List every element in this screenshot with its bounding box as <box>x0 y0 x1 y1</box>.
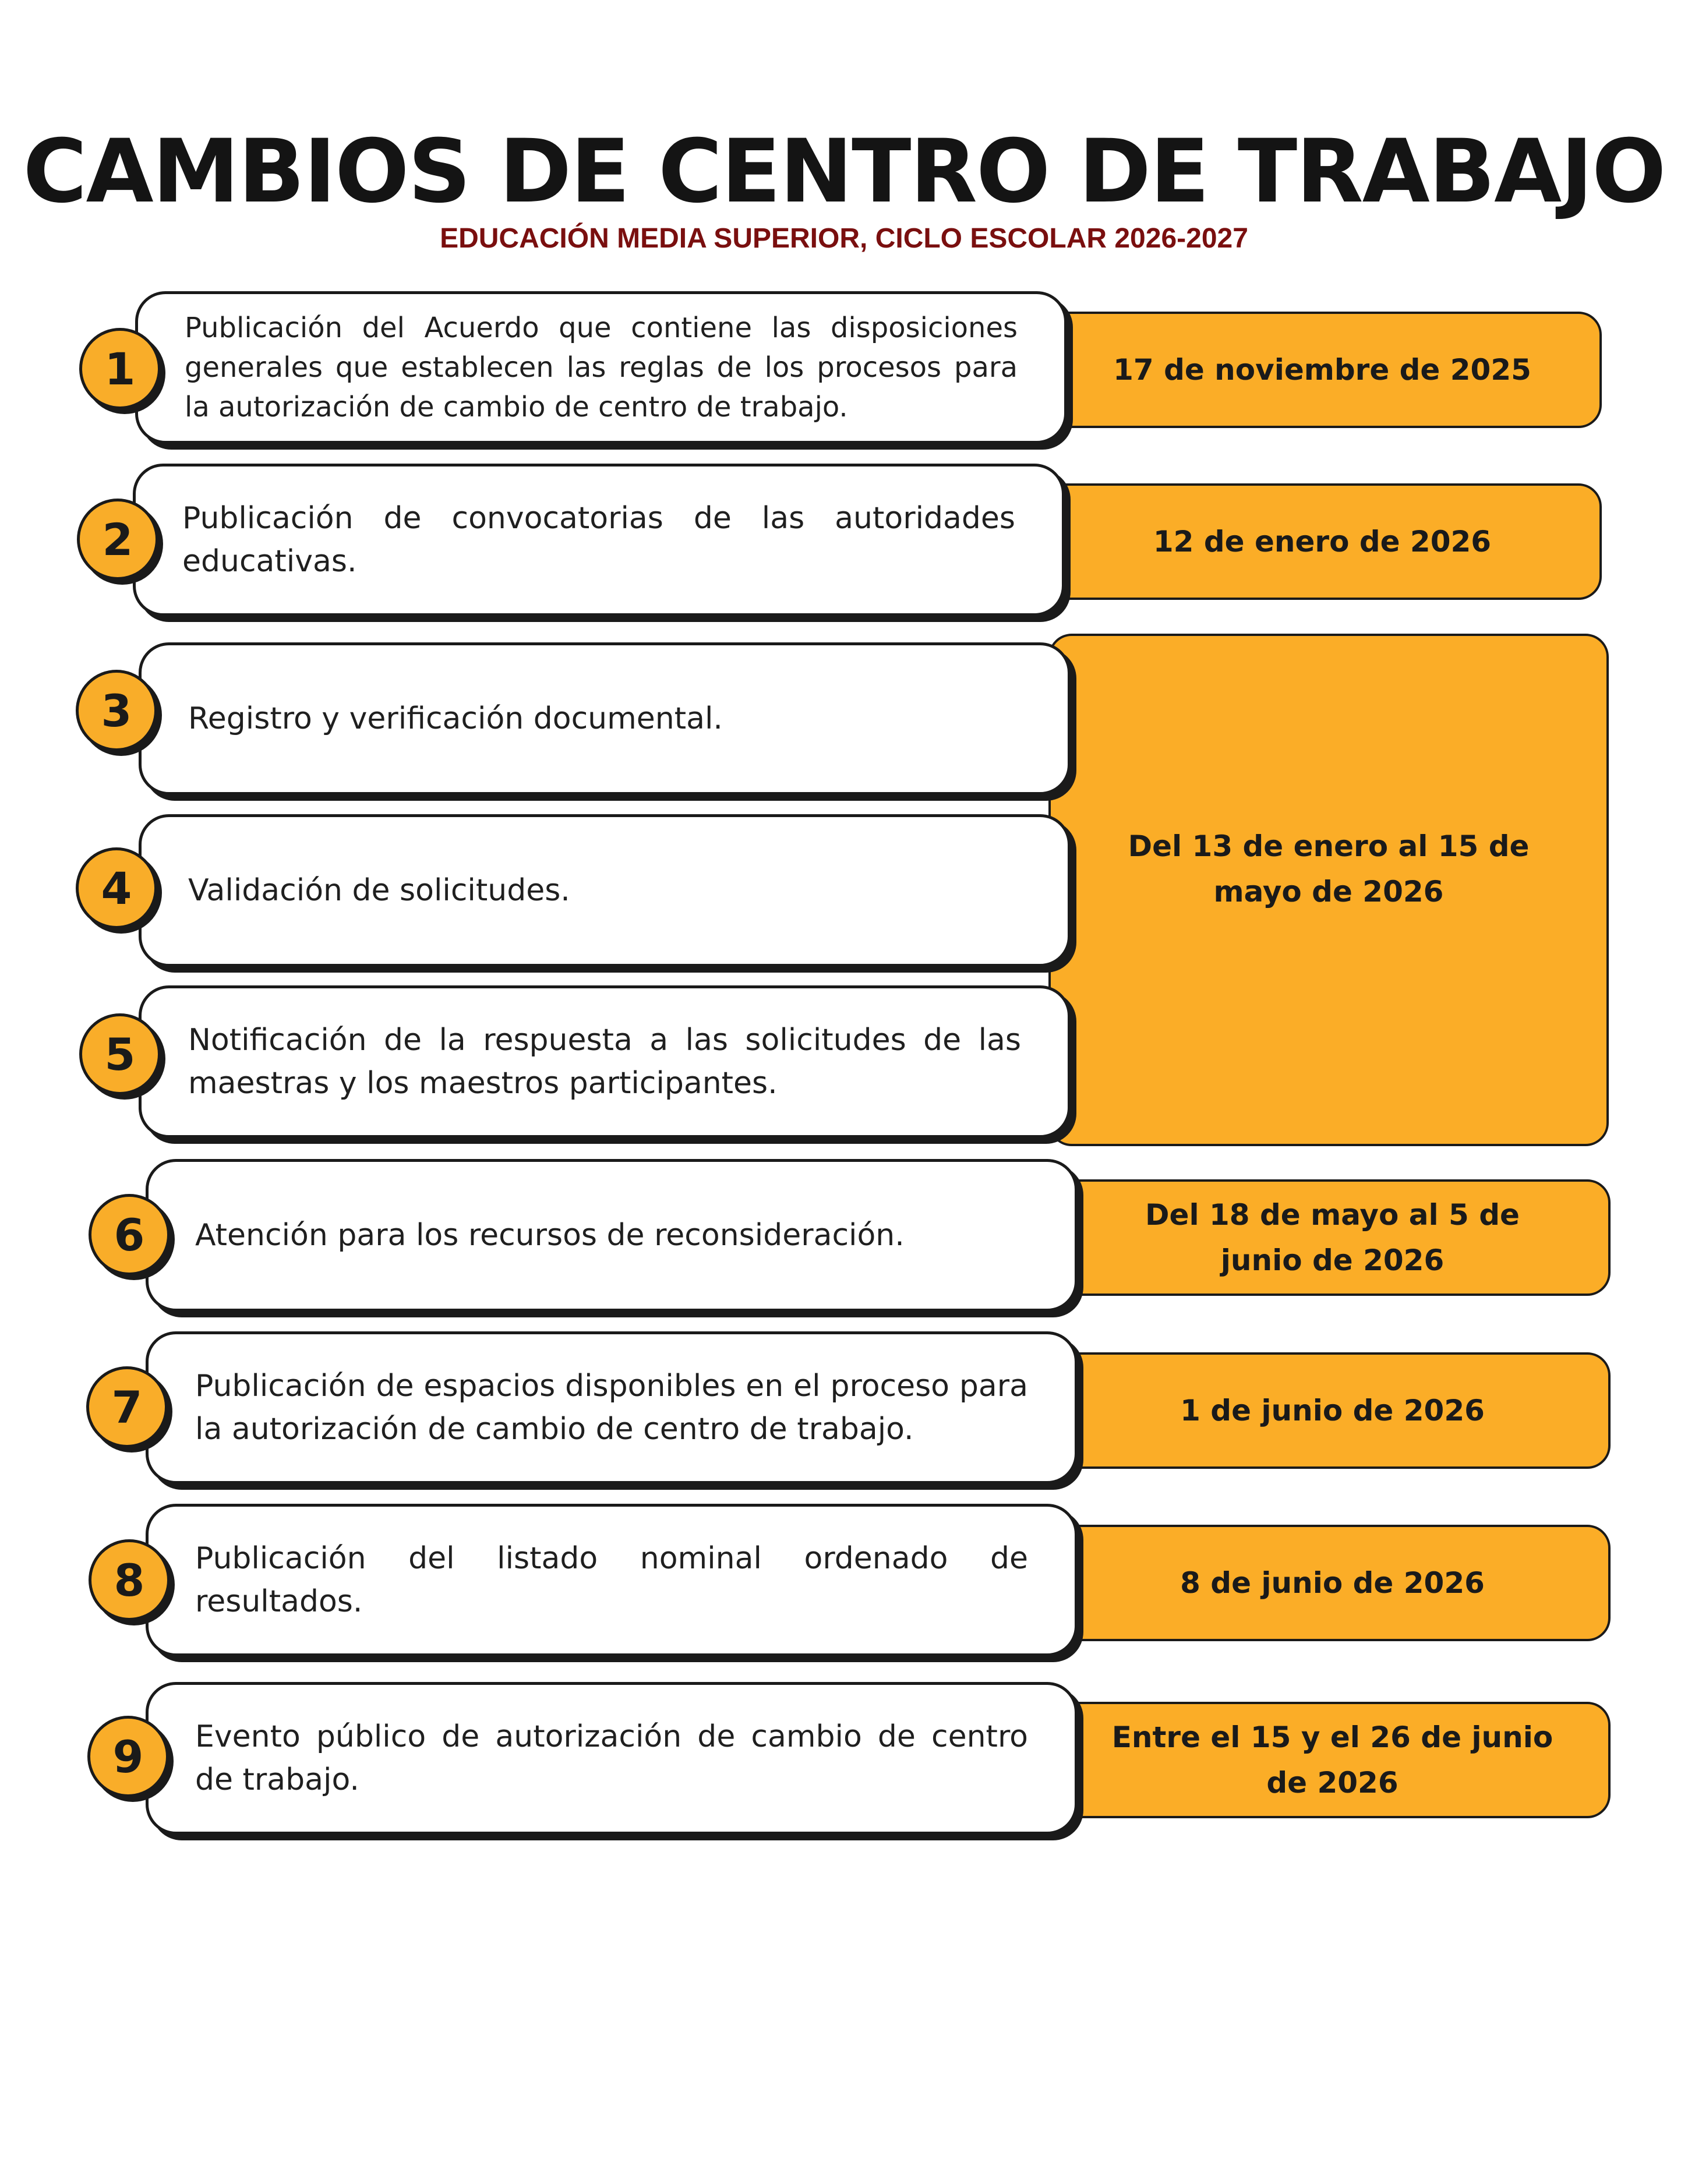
date-text: 1 de junio de 2026 <box>1180 1394 1485 1427</box>
date-box-7 <box>1054 1352 1611 1469</box>
step-card-3 <box>139 642 1071 795</box>
step-number-badge-2: 2 <box>77 499 158 580</box>
date-text: 17 de noviembre de 2025 <box>1113 353 1531 387</box>
step-text: Validación de solicitudes. <box>188 873 570 908</box>
date-text: Del 13 de enero al 15 de mayo de 2026 <box>1128 829 1530 909</box>
date-text: Entre el 15 y el 26 de junio de 2026 <box>1111 1720 1553 1800</box>
date-box-6 <box>1054 1179 1611 1296</box>
date-text: 8 de junio de 2026 <box>1180 1566 1485 1600</box>
step-text: Atención para los recursos de reconsideración. <box>195 1218 905 1253</box>
step-card-1 <box>135 291 1067 444</box>
step-number-badge-5: 5 <box>79 1013 161 1095</box>
date-text: Del 18 de mayo al 5 de junio de 2026 <box>1145 1198 1520 1277</box>
page-title: CAMBIOS DE CENTRO DE TRABAJO <box>23 121 1665 222</box>
step-card-8 <box>146 1504 1078 1656</box>
date-box-8 <box>1054 1525 1611 1641</box>
date-box-3-5 <box>1048 634 1609 1146</box>
step-card-7 <box>146 1331 1078 1484</box>
step-card-9 <box>146 1682 1078 1835</box>
step-text: Publicación de convocatorias de las autoridades educativas. <box>182 501 1015 579</box>
step-text: Notificación de la respuesta a las solicitudes de las maestras y los maestros participantes. <box>188 1023 1021 1101</box>
date-text: 12 de enero de 2026 <box>1153 525 1492 559</box>
step-text: Publicación de espacios disponibles en el proceso para la autorización de cambio de centro de trabajo. <box>195 1369 1028 1447</box>
step-text: Publicación del Acuerdo que contiene las disposiciones generales que establecen las reglas de los procesos para la autorización de cambio de centro de trabajo. <box>185 312 1018 423</box>
step-card-4 <box>139 814 1071 967</box>
step-text: Publicación del listado nominal ordenado de resultados. <box>195 1541 1028 1619</box>
step-card-5 <box>139 985 1071 1138</box>
step-number-badge-3: 3 <box>76 670 157 751</box>
step-number-badge-1: 1 <box>79 328 161 409</box>
step-card-6 <box>146 1159 1078 1312</box>
date-box-1 <box>1043 312 1602 428</box>
step-text: Evento público de autorización de cambio de centro de trabajo. <box>195 1719 1028 1797</box>
step-text: Registro y verificación documental. <box>188 701 723 736</box>
step-card-2 <box>133 464 1065 616</box>
step-number-badge-6: 6 <box>89 1194 170 1275</box>
date-box-9 <box>1054 1702 1611 1818</box>
step-number-badge-7: 7 <box>86 1366 168 1448</box>
step-number-badge-8: 8 <box>89 1539 170 1621</box>
step-number-badge-9: 9 <box>87 1716 169 1797</box>
date-box-2 <box>1043 483 1602 600</box>
page-subtitle: EDUCACIÓN MEDIA SUPERIOR, CICLO ESCOLAR 2026-2027 <box>440 223 1248 254</box>
step-number-badge-4: 4 <box>76 847 157 929</box>
